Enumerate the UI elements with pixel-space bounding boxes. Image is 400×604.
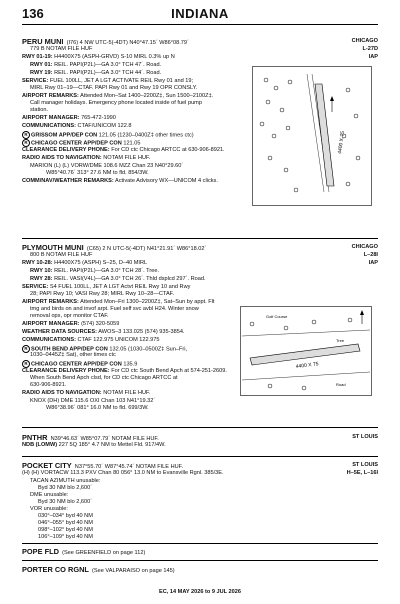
service-label: SERVICE: bbox=[22, 78, 49, 84]
runway-end-label: RWY 28: bbox=[30, 276, 53, 282]
airport-header: (I76) 4 NW UTC-5(-4DT) N40°47.15´ W86°08.79´ bbox=[66, 40, 189, 46]
navaid-info: MARION (L) (L) VORW/DME 108.6 MZZ Chan 23 N40°29.60´ bbox=[30, 163, 184, 169]
center-label: CHICAGO CENTER APP/DEP CON bbox=[31, 361, 122, 368]
runway-end-info: REIL. PAPI(P2L)—GA 3.0° TCH 47´. Road. bbox=[54, 62, 162, 68]
north-arrow-icon bbox=[360, 310, 364, 324]
chart-label: CHICAGO bbox=[351, 244, 378, 250]
runway-info: H4400X75 (ASPH) S–25, D–40 MIRL bbox=[54, 260, 148, 266]
commnav-label: COMM/NAV/WEATHER REMARKS: bbox=[22, 178, 114, 184]
ndb-info: 227 5Q 185° 4.7 NM to Mettel Fld. 917/4W. bbox=[58, 442, 166, 448]
approach-label: SOUTH BEND APP/DEP CON bbox=[31, 346, 108, 353]
service-label: SERVICE: bbox=[22, 284, 49, 290]
approach-info: 121.05 (1230–0400Z‡ other times ctc) bbox=[98, 132, 194, 139]
runway-label: RWY 01-19: bbox=[22, 54, 53, 60]
page-number: 136 bbox=[22, 6, 44, 21]
service-info: MIRL Rwy 01–19—CTAF. PAPI Rwy 01 and Rwy 19 OPR CONSLY. bbox=[30, 85, 198, 91]
approach-info: 132.05 (1030–0500Z‡ Sun–Fri, bbox=[109, 346, 188, 353]
manager-label: AIRPORT MANAGER: bbox=[22, 115, 80, 121]
restriction-line: 106°–109° byd 40 NM bbox=[38, 534, 93, 540]
manager-phone: (574) 320-5059 bbox=[81, 321, 120, 327]
chart-corner-1: H–5E, L–16I bbox=[346, 470, 378, 476]
remarks-label: AIRPORT REMARKS: bbox=[22, 93, 79, 99]
fix-info: N37°55.70´ W87°45.74´ NOTAM FILE HUF. bbox=[74, 464, 183, 470]
chart-label: ST LOUIS bbox=[352, 462, 378, 468]
clearance-label: CLEARANCE DELIVERY PHONE: bbox=[22, 368, 110, 374]
radar-circle-icon: R bbox=[22, 131, 30, 139]
center-info: 135.9 bbox=[123, 361, 138, 368]
chart-corner-1: L–28I bbox=[363, 252, 378, 258]
service-info: S4 FUEL 100LL, JET A LGT Actvt REIL Rwy 10 and Rwy bbox=[49, 284, 191, 290]
remarks-info: tmg and birds on and invof arpt. Fuel self svc avbl H24. Winter snow bbox=[30, 306, 199, 312]
comm-info: CTAF 122.975 UNICOM 122.975 bbox=[77, 337, 160, 343]
remarks-info: removal ops, opr monitor CTAF. bbox=[30, 313, 109, 319]
clearance-info: 630-906-8921. bbox=[30, 382, 67, 388]
fix-name: PNTHR bbox=[22, 433, 48, 442]
diagram-runway-label: 4400 X 75 bbox=[295, 361, 319, 370]
runway-end-label: RWY 19: bbox=[30, 70, 53, 76]
cross-reference: (See GREENFIELD on page 112) bbox=[62, 550, 146, 556]
restriction-line: DME unusable: bbox=[30, 492, 69, 498]
airport-line2: 800 B NOTAM FILE HUF bbox=[30, 252, 93, 258]
airport-header: (C65) 2 N UTC-5(-4DT) N41°21.91´ W86°18.02´ bbox=[86, 246, 207, 252]
clearance-info: For CD ctc Chicago ARTCC at 630-906-8921. bbox=[111, 147, 225, 153]
radar-circle-icon: R bbox=[22, 360, 30, 368]
navaid-info: W85°40.76´ 313° 27.6 NM to fld. 854/3W. bbox=[46, 170, 149, 176]
diagram-road-label: Road bbox=[336, 382, 346, 387]
remarks-info: Attended Mon–Sat 1400–2200Z‡, Sun 1500–2100Z‡. bbox=[80, 93, 214, 99]
runway-end-label: RWY 10: bbox=[30, 268, 53, 274]
entry-plymouth bbox=[22, 244, 378, 427]
chart-corner-1: L-27D bbox=[362, 46, 378, 52]
service-info: 28; PAPI Rwy 10; VASI Rwy 28; MIRL Rwy 10–28—CTAF. bbox=[30, 291, 175, 297]
service-info: FUEL 100LL, JET A LGT ACTIVATE REIL Rwy 01 and 19; bbox=[49, 78, 194, 84]
restriction-line: Byd 30 NM blo 2,600´ bbox=[38, 499, 93, 505]
runway-end-info: REIL. VASI(V4L)—GA 3.0° TCH 26´. Thld dsplcd 297´. Road. bbox=[54, 276, 206, 282]
weather-label: WEATHER DATA SOURCES: bbox=[22, 329, 97, 335]
clearance-label: CLEARANCE DELIVERY PHONE: bbox=[22, 147, 110, 153]
radio-label: RADIO AIDS TO NAVIGATION: bbox=[22, 155, 102, 161]
entry-divider bbox=[22, 238, 378, 239]
runway-shape bbox=[250, 344, 360, 365]
entry-peru bbox=[22, 38, 378, 238]
radio-info: NOTAM FILE HUF. bbox=[103, 155, 151, 161]
diagram-frame bbox=[253, 67, 372, 206]
entry-divider bbox=[22, 427, 378, 428]
runway-info: H4400X75 (ASPH-GRVD) S-10 MIRL 0.3% up N bbox=[54, 54, 175, 60]
remarks-info: Attended Mon–Fri 1300–2200Z‡, Sat–Sun by appt. Flt bbox=[80, 299, 215, 305]
entry-pocket-city bbox=[22, 462, 378, 542]
diagram-runway-label: 4400 X 75 bbox=[337, 130, 347, 155]
restriction-line: 098°–102° byd 40 NM bbox=[38, 527, 93, 533]
manager-phone: 765-472-1990 bbox=[81, 115, 116, 121]
fix-name: POCKET CITY bbox=[22, 461, 72, 470]
clearance-info: When South Bend Apch clsd, for CD ctc Chicago ARTCC at bbox=[30, 375, 178, 381]
navaid-info: W86°38.96´ 081° 16.0 NM to fld. 699/3W. bbox=[46, 405, 149, 411]
commnav-info: Activate Advisory WX—UNICOM 4 clicks. bbox=[115, 178, 218, 184]
runway-end-label: RWY 01: bbox=[30, 62, 53, 68]
chart-corner-2: IAP bbox=[368, 260, 378, 266]
airport-diagram bbox=[252, 66, 372, 206]
chart-label: CHICAGO bbox=[351, 38, 378, 44]
diagram-golf-label: Golf Course bbox=[266, 314, 288, 319]
entry-porter bbox=[22, 566, 378, 576]
airport-name: PLYMOUTH MUNI bbox=[22, 243, 84, 252]
manager-label: AIRPORT MANAGER: bbox=[22, 321, 80, 327]
comm-label: COMMUNICATIONS: bbox=[22, 123, 76, 129]
center-info: 121.05 bbox=[123, 140, 141, 147]
restriction-line: 046°–055° byd 40 NM bbox=[38, 520, 93, 526]
center-label: CHICAGO CENTER APP/DEP CON bbox=[31, 140, 122, 147]
comm-label: COMMUNICATIONS: bbox=[22, 337, 76, 343]
radar-circle-icon: R bbox=[22, 139, 30, 147]
runway-end-info: REIL. PAPI(P2L)—GA 3.0° TCH 44´. Road. bbox=[54, 70, 162, 76]
radar-circle-icon: R bbox=[22, 345, 30, 353]
weather-info: AWOS–3 133.025 (574) 935-3854. bbox=[98, 329, 185, 335]
comm-info: CTAF/UNICOM 122.8 bbox=[77, 123, 132, 129]
entry-pnthr bbox=[22, 434, 378, 454]
page-state-title: INDIANA bbox=[171, 6, 229, 21]
radio-info: NOTAM FILE HUF. bbox=[103, 390, 151, 396]
chart-label: ST LOUIS bbox=[352, 434, 378, 440]
remarks-info: Call manager holidays. Emergency phone located inside of fuel pump bbox=[30, 100, 202, 106]
entry-divider bbox=[22, 543, 378, 544]
airport-name: PORTER CO RGNL bbox=[22, 565, 89, 574]
clearance-info: For CD ctc South Bend Apch at 574-251-2609. bbox=[111, 368, 227, 374]
page-footer: EC, 14 MAY 2026 to 9 JUL 2026 bbox=[159, 589, 241, 595]
vortac-info: (H) (H) VORTACW 113.3 PXV Chan 80 056° 13.0 NM to Evansville Rgnl. 385/3E. bbox=[22, 470, 224, 476]
chart-corner-2: IAP bbox=[368, 54, 378, 60]
road-line bbox=[242, 372, 370, 380]
airport-diagram bbox=[240, 306, 372, 396]
navaid-info: KNOX (DH) DME 115.6 OXI Chan 103 N41°19.32´ bbox=[30, 398, 156, 404]
restriction-line: Byd 30 NM blo 2,600´ bbox=[38, 485, 93, 491]
fix-info: N39°46.63´ W85°07.79´ NOTAM FILE HUF. bbox=[50, 436, 159, 442]
diagram-tree-label: Tree bbox=[336, 338, 345, 343]
north-arrow-icon bbox=[330, 96, 334, 112]
cross-reference: (See VALPARAISO on page 145) bbox=[92, 568, 175, 574]
entry-divider bbox=[22, 456, 378, 457]
approach-info: 1030–0445Z‡ Sat), other times ctc bbox=[30, 352, 116, 358]
header-rule bbox=[22, 24, 378, 25]
runway-end-info: REIL. PAPI(P2L)—GA 3.0° TCH 28´. Tree. bbox=[54, 268, 159, 274]
runway-label: RWY 10-28: bbox=[22, 260, 53, 266]
approach-label: GRISSOM APP/DEP CON bbox=[31, 132, 98, 139]
restriction-line: 030°–034° byd 40 NM bbox=[38, 513, 93, 519]
restriction-line: TACAN AZIMUTH unusable: bbox=[30, 478, 101, 484]
entry-pope bbox=[22, 548, 378, 558]
remarks-info: station. bbox=[30, 107, 49, 113]
ndb-label: NDB (LOMW) bbox=[22, 442, 58, 448]
restriction-line: VOR unusable: bbox=[30, 506, 68, 512]
entry-divider bbox=[22, 560, 378, 561]
radio-label: RADIO AIDS TO NAVIGATION: bbox=[22, 390, 102, 396]
road-line bbox=[242, 330, 370, 336]
airport-line2: 779 B NOTAM FILE HUF bbox=[30, 46, 93, 52]
airport-name: PERU MUNI bbox=[22, 37, 64, 46]
remarks-label: AIRPORT REMARKS: bbox=[22, 299, 79, 305]
airport-name: POPE FLD bbox=[22, 547, 59, 556]
